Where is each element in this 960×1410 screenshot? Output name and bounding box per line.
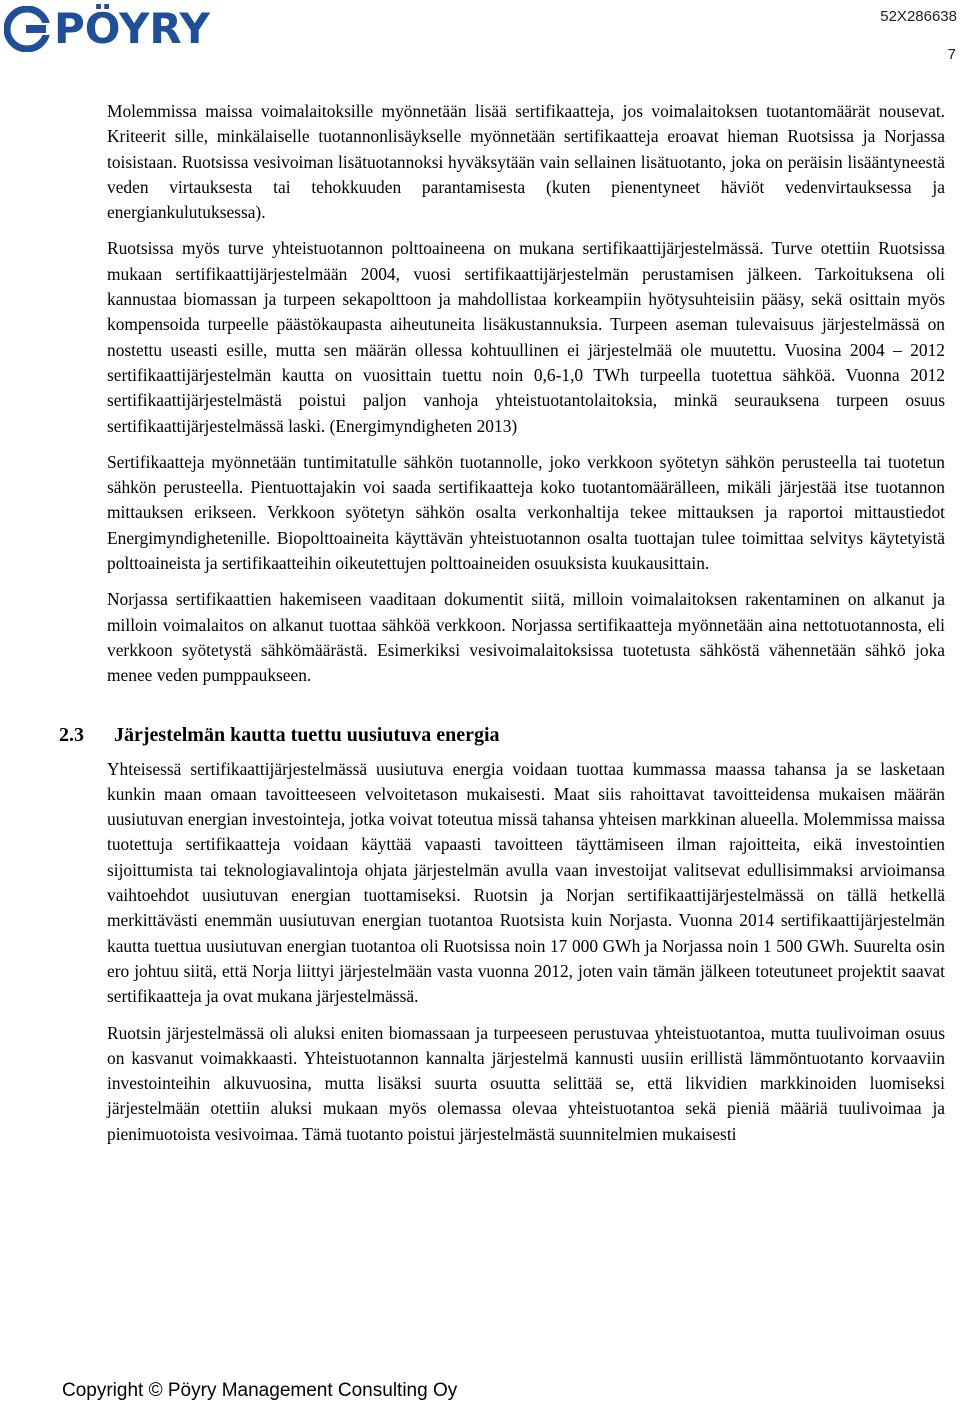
body-paragraph: Sertifikaatteja myönnetään tuntimitatulle sähkön tuotannolle, joko verkkoon syötetyn sähkön perusteella tai tuotetun sähkön perusteella. Pientuottajakin voi saada sertifikaatteja koko tuotantomäärälleen, mikäli järjestää itse tuotannon mittauksen erikseen. Verkkoon syötetyn sähkön osalta verkonhaltija tekee mittauksen ja raportoi mittaustiedot Energimyndighetenille. Biopolttoaineita käyttävän yhteistuotannon osalta tuottajan tulee toimittaa selvitys käytetyistä polttoaineista ja sertifikaatteihin oikeutettujen polttoaineiden osuuksista kuukausittain. — [107, 451, 945, 574]
page-content — [59, 99, 945, 1158]
page-number: 7 — [947, 46, 956, 63]
document-id: 52X286638 — [880, 8, 957, 25]
body-paragraph: Molemmissa maissa voimalaitoksille myönnetään lisää sertifikaatteja, jos voimalaitoksen tuotantomäärät nousevat. Kriteerit sille, minkälaiselle tuotannonlisäykselle myönnetään sertifikaatteja eroavat hieman Ruotsissa ja Norjassa toisistaan. Ruotsissa vesivoiman lisätuotannoksi hyväksytään vain sellainen lisätuotanto, joka on peräisin lisääntyneestä veden virtauksesta tai tehokkuuden parantamisesta (kuten pienentyneet häviöt vedenvirtauksessa ja energiankulutuksessa). — [107, 101, 945, 223]
section-body — [107, 757, 945, 1147]
section-heading — [59, 722, 945, 748]
footer-copyright: Copyright © Pöyry Management Consulting Oy — [62, 1380, 458, 1401]
poyry-logo — [4, 6, 210, 52]
body-paragraph: Ruotsissa myös turve yhteistuotannon polttoaineena on mukana sertifikaattijärjestelmässä. Turve otettiin Ruotsissa mukaan sertifikaattijärjestelmään 2004, vuosi sertifikaattijärjestelmän perustamisen jälkeen. Tarkoituksena oli kannustaa biomassan ja turpeen sekapolttoon ja mahdollistaa korkeampiin hyötysuhteisiin pääsy, sekä osittain myös kompensoida turpeelle päästökaupasta aiheutuneita lisäkustannuksia. Turpeen aseman tulevaisuus järjestelmässä on nostettu useasti esille, mutta sen määrän ollessa kohtuullinen ei järjestelmää ole muutettu. Vuosina 2004 – 2012 sertifikaattijärjestelmän kautta on vuosittain tuettu noin 0,6-1,0 TWh turpeella tuotettua sähköä. Vuonna 2012 sertifikaattijärjestelmästä poistui paljon vanhoja yhteistuotantolaitoksia, minkä seurauksena turpeen osuus sertifikaattijärjestelmässä laski. (Energimyndigheten 2013) — [107, 238, 945, 436]
body-paragraph: Norjassa sertifikaattien hakemiseen vaaditaan dokumentit siitä, milloin voimalaitoksen rakentaminen on alkanut ja milloin voimalaitos on alkanut tuottaa sähköä verkkoon. Norjassa sertifikaatteja myönnetään aina nettotuotannosta, eli verkkoon syötetystä sähkömäärästä. Esimerkiksi vesivoimalaitoksissa tuotetusta sähköstä vähennetään sähkö joka menee veden pumppaukseen. — [107, 589, 945, 686]
body-paragraph: Yhteisessä sertifikaattijärjestelmässä uusiutuva energia voidaan tuottaa kummassa maassa tahansa ja se lasketaan kunkin maan omaan tavoitteeseen velvoitetason mukaisesti. Maat siis rahoittavat tavoitteidensa mukaisen määrän uusiutuvan energian investointeja, jotka voivat toteutua missä tahansa yhteisen markkinan alueella. Molemmissa maissa tuotettuja sertifikaatteja voidaan käyttää vapaasti tavoitteen täyttämiseen ilman rajoitteita, eikä investointien sijoittumista tai teknologiavalintoja ohjata järjestelmän avulla vaan investoijat valitsevat edullisimmaksi arvioimansa vaihtoehdot uusiutuvan energian tuottamiseksi. Ruotsin ja Norjan sertifikaattijärjestelmässä on tällä hetkellä merkittävästi enemmän uusiutuvan energian tuotantoa Ruotsista kuin Norjasta. Vuonna 2014 sertifikaattijärjestelmän kautta tuettua uusiutuvan energian tuotantoa oli Ruotsissa noin 17 000 GWh ja Norjassa noin 1 500 GWh. Suurelta osin ero johtuu siitä, että Norja liittyi järjestelmään vasta vuonna 2012, joten vain tämän jälkeen toteutuneet projektit saavat sertifikaatteja ja ovat mukana järjestelmässä. — [107, 758, 945, 1007]
brand-name: PÖYRY — [54, 4, 210, 53]
poyry-logo-mark-icon — [4, 6, 50, 52]
section-number: 2.3 — [59, 723, 84, 746]
body-paragraph: Ruotsin järjestelmässä oli aluksi eniten biomassaan ja turpeeseen perustuvaa yhteistuotantoa, mutta tuulivoiman osuus on kasvanut voimakkaasti. Yhteistuotannon kannalta järjestelmä kannusti uusiin erillistä lämmöntuotanto korvaaviin investointeihin alkuvuosina, mutta lisäksi suurta osuutta selittää se, että likvidien markkinoiden luomiseksi järjestelmään otettiin aluksi mukaan myös olemassa olevaa yhteistuotantoa sekä pieniä määriä tuulivoimaa ja pienimuotoista vesivoimaa. Tämä tuotanto poistui järjestelmästä suunnitelmien mukaisesti — [107, 1022, 945, 1144]
section-title: Järjestelmän kautta tuettu uusiutuva energia — [114, 723, 500, 746]
